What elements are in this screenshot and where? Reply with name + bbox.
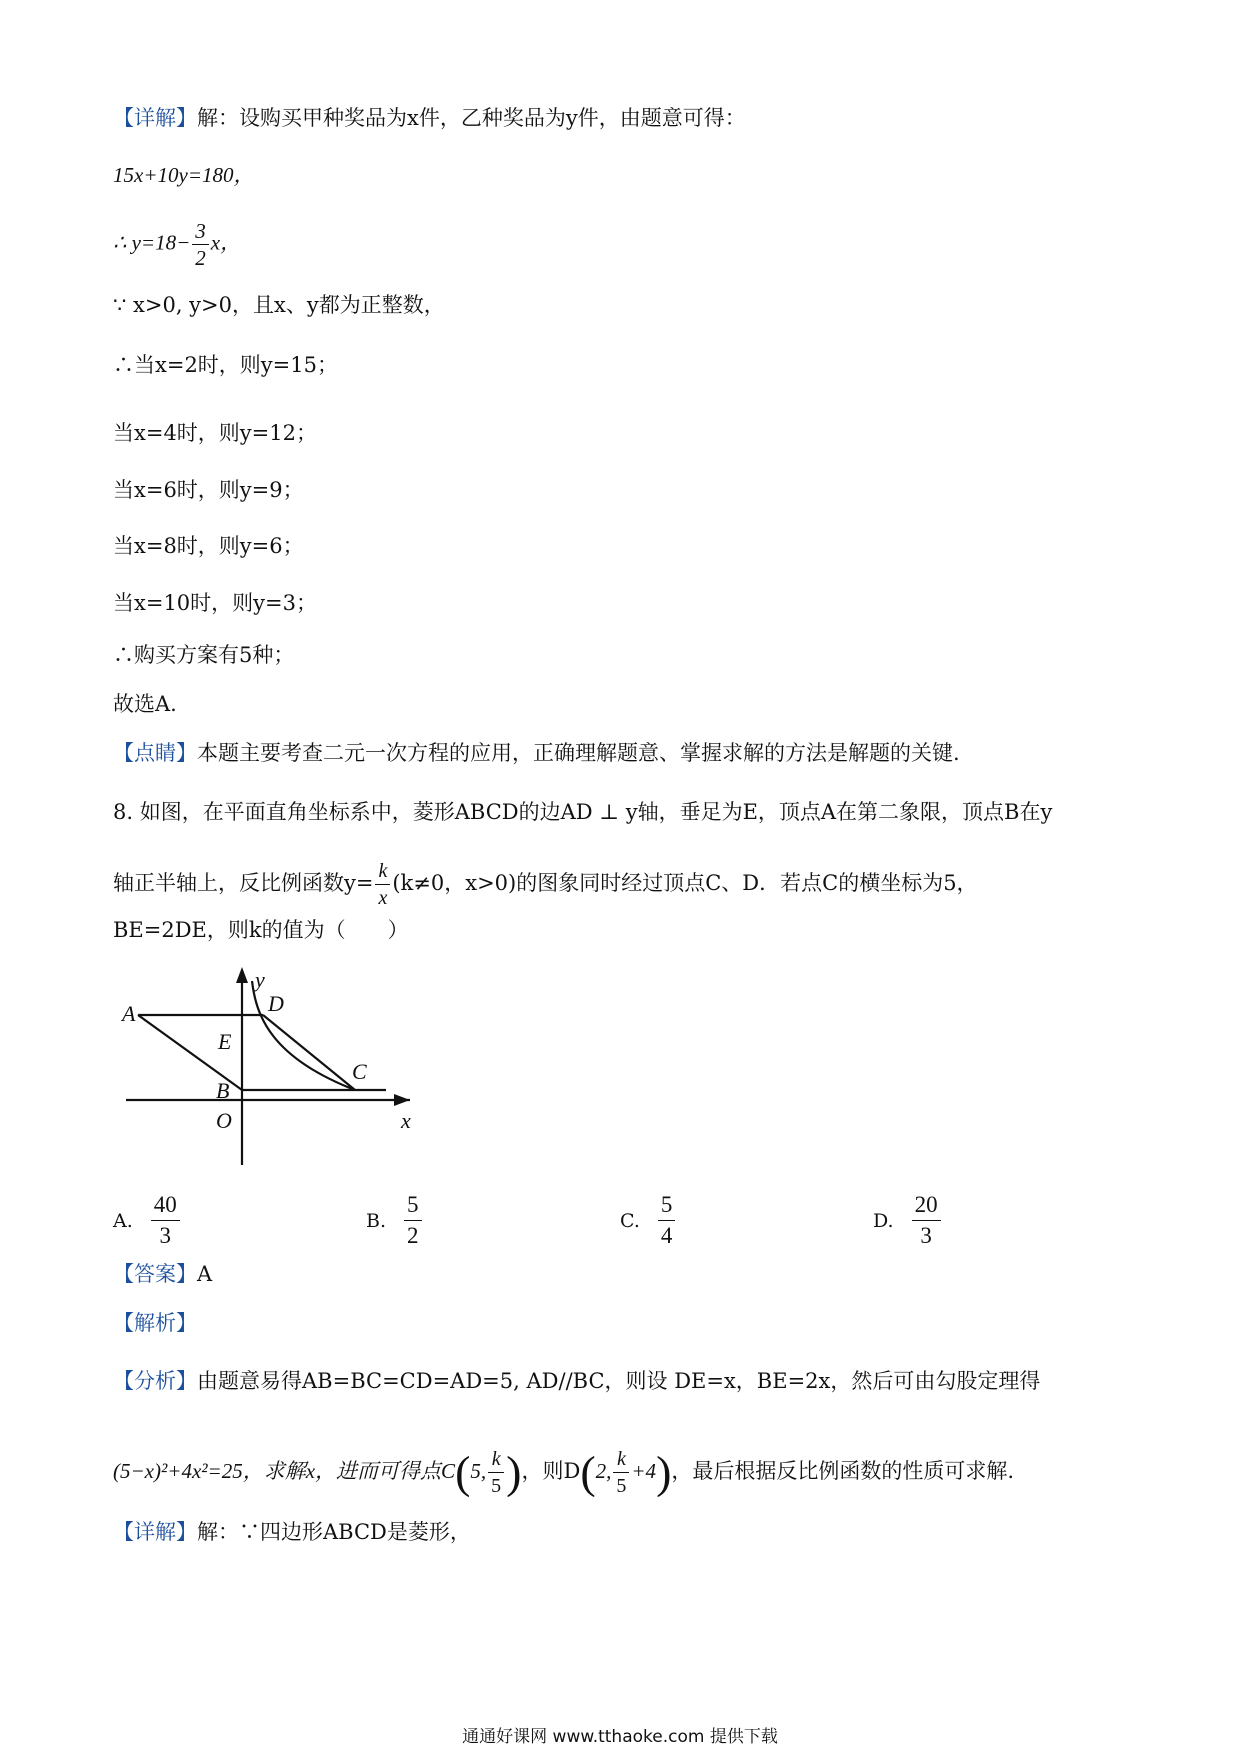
detail-2-text: 解：∵四边形ABCD是菱形， <box>197 1520 471 1544</box>
option-fraction <box>658 1190 676 1251</box>
fraction-numerator: k <box>613 1446 629 1473</box>
x-axis-arrow <box>394 1094 410 1106</box>
fraction-numerator: k <box>488 1446 504 1473</box>
option-denominator: 2 <box>407 1223 419 1248</box>
option-letter: A. <box>113 1209 133 1232</box>
option-numerator: 20 <box>912 1190 941 1221</box>
comment <box>113 738 960 768</box>
answer-value: A <box>197 1262 213 1286</box>
label-o: O <box>216 1108 232 1133</box>
fraction-denominator: 5 <box>616 1475 627 1497</box>
option-letter: B. <box>366 1209 387 1232</box>
option-b <box>366 1190 424 1251</box>
fenxi-text-3: ，最后根据反比例函数的性质可求解. <box>671 1459 1015 1483</box>
case-1: ∴当x=2时，则y=15； <box>113 353 338 377</box>
analysis-heading <box>113 1308 197 1338</box>
fraction-numerator: k <box>375 858 390 885</box>
side-dc <box>263 1015 355 1090</box>
point-d-x: 2, <box>595 1459 612 1483</box>
answer-label: 【答案】 <box>113 1262 197 1286</box>
case-4: 当x=8时，则y=6； <box>113 534 304 558</box>
option-denominator: 3 <box>159 1223 172 1248</box>
option-fraction <box>912 1190 941 1251</box>
conclusion: ∴购买方案有5种； <box>113 643 295 667</box>
equation-3: ∵ x>0, y>0，且x、y都为正整数， <box>113 293 445 317</box>
fraction-denominator: 2 <box>195 246 206 270</box>
question-8-line-2-suffix: (k≠0，x>0)的图象同时经过顶点C、D．若点C的横坐标为5， <box>392 871 978 895</box>
option-fraction <box>404 1190 422 1251</box>
case-5: 当x=10时，则y=3； <box>113 591 317 615</box>
fenxi-text-2: ，则D <box>521 1459 581 1483</box>
fraction-three-halves <box>192 218 209 271</box>
option-letter: D. <box>873 1209 894 1232</box>
label-d: D <box>268 991 284 1016</box>
equation-2-prefix: ∴ y=18− <box>113 230 191 255</box>
option-c <box>620 1190 677 1251</box>
option-a <box>113 1190 182 1251</box>
label-a: A <box>122 1001 136 1026</box>
paren-open: ( <box>455 1446 471 1498</box>
equation-1: 15x+10y=180， <box>113 163 255 187</box>
label-x: x <box>401 1108 411 1133</box>
fraction-numerator: 3 <box>192 218 209 245</box>
detail-2-label: 【详解】 <box>113 1520 197 1544</box>
fenxi-line-1 <box>113 1366 1040 1396</box>
label-y: y <box>255 967 265 992</box>
fraction-denominator: x <box>378 887 388 909</box>
fraction-k-over-5-c <box>488 1446 504 1499</box>
paren-open: ( <box>580 1446 596 1498</box>
case-3: 当x=6时，则y=9； <box>113 478 304 502</box>
fenxi-equation: (5−x)²+4x²=25，求解x，进而可得点C <box>113 1459 456 1483</box>
detail-2 <box>113 1517 471 1547</box>
detail-heading <box>113 103 746 133</box>
footer: 通通好课网 www.tthaoke.com 提供下载 <box>462 1727 778 1747</box>
paren-close: ) <box>506 1446 522 1498</box>
equation-2 <box>113 218 241 271</box>
label-b: B <box>216 1078 230 1103</box>
detail-label: 【详解】 <box>113 106 197 130</box>
option-denominator: 3 <box>920 1223 932 1248</box>
option-numerator: 5 <box>658 1190 676 1221</box>
rhombus-coordinate-figure <box>110 965 430 1170</box>
question-8-line-3: BE=2DE，则k的值为（ ） <box>113 918 409 942</box>
question-8-line-2-prefix: 轴正半轴上，反比例函数y= <box>113 871 374 895</box>
comment-label: 【点睛】 <box>113 741 197 765</box>
option-d <box>873 1190 943 1251</box>
point-c-x: 5, <box>470 1459 487 1483</box>
answer <box>113 1259 212 1289</box>
equation-2-suffix: x， <box>210 230 242 255</box>
fraction-denominator: 5 <box>491 1475 502 1497</box>
y-axis-arrow <box>236 967 248 983</box>
case-2: 当x=4时，则y=12； <box>113 421 317 445</box>
question-8-line-2 <box>113 858 978 911</box>
comment-text: 本题主要考查二元一次方程的应用，正确理解题意、掌握求解的方法是解题的关键. <box>197 741 960 765</box>
paren-close: ) <box>656 1446 672 1498</box>
point-d-plus: +4 <box>631 1459 657 1483</box>
fraction-k-over-x <box>375 858 390 911</box>
fenxi-label: 【分析】 <box>113 1369 197 1393</box>
label-c: C <box>352 1059 367 1084</box>
fraction-k-over-5-d <box>613 1446 629 1499</box>
fenxi-text-1: 由题意易得AB=BC=CD=AD=5, AD//BC，则设 DE=x，BE=2x，然后可由勾股定理得 <box>197 1369 1041 1393</box>
question-8-line-1: 8. 如图，在平面直角坐标系中，菱形ABCD的边AD ⊥ y轴，垂足为E，顶点A在第二象限，顶点B在y <box>113 800 1053 824</box>
option-denominator: 4 <box>660 1223 673 1248</box>
detail-text: 解：设购买甲种奖品为x件，乙种奖品为y件，由题意可得： <box>197 106 746 130</box>
option-fraction <box>151 1190 180 1251</box>
label-e: E <box>218 1029 232 1054</box>
fenxi-line-2 <box>113 1446 1014 1499</box>
choice-statement: 故选A. <box>113 692 177 716</box>
option-letter: C. <box>620 1209 640 1232</box>
option-numerator: 40 <box>151 1190 180 1221</box>
analysis-label: 【解析】 <box>113 1311 197 1335</box>
option-numerator: 5 <box>404 1190 422 1221</box>
